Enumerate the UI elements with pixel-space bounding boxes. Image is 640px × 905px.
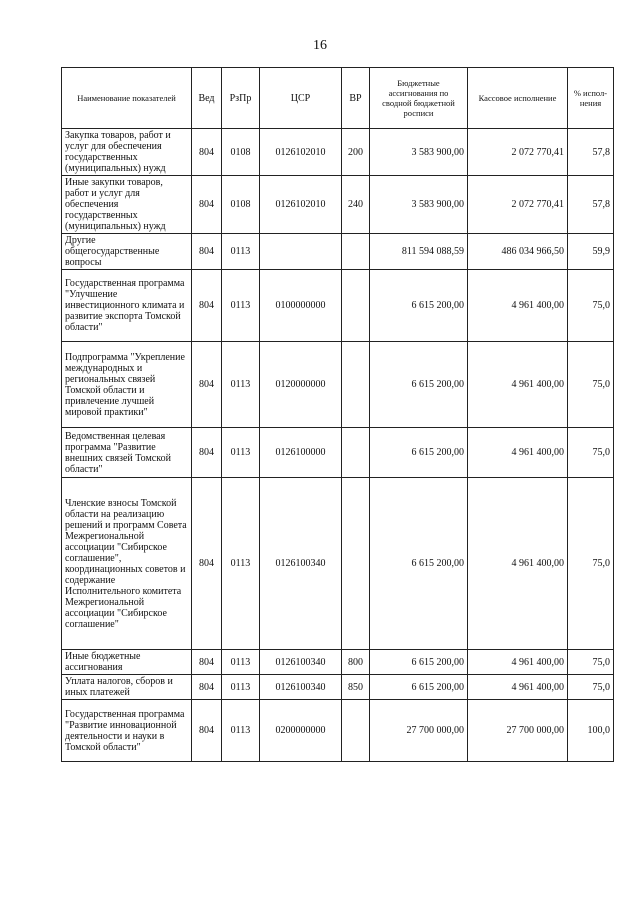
cell-assign: 6 615 200,00 (370, 478, 468, 650)
cell-csr (260, 234, 342, 270)
table-row (62, 270, 614, 342)
table-row (62, 428, 614, 478)
table-row (62, 650, 614, 675)
page-number: 16 (313, 38, 327, 53)
cell-ved: 804 (192, 270, 222, 342)
cell-assign: 6 615 200,00 (370, 428, 468, 478)
cell-assign: 811 594 088,59 (370, 234, 468, 270)
cell-pct: 75,0 (568, 650, 614, 675)
table-row (62, 342, 614, 428)
cell-vr (342, 270, 370, 342)
cell-rzpr: 0113 (222, 478, 260, 650)
cell-csr: 0126100340 (260, 478, 342, 650)
cell-rzpr: 0113 (222, 234, 260, 270)
cell-rzpr: 0108 (222, 129, 260, 176)
cell-pct: 57,8 (568, 176, 614, 234)
header-pct: % испол-нения (568, 68, 614, 129)
cell-pct: 75,0 (568, 428, 614, 478)
cell-pct: 57,8 (568, 129, 614, 176)
cell-rzpr: 0113 (222, 675, 260, 700)
table-row (62, 234, 614, 270)
cell-name: Членские взносы Томской области на реализацию решений и программ Совета Межрегиональной ассоциации "Сибирское соглашение", координационных советов и содержание Исполнительного комитета Межрегиональной ассоциации "Сибирское соглашение" (62, 478, 192, 650)
cell-cash: 27 700 000,00 (468, 700, 568, 762)
cell-ved: 804 (192, 650, 222, 675)
cell-vr (342, 700, 370, 762)
header-rzpr: РзПр (222, 68, 260, 129)
cell-vr (342, 342, 370, 428)
table-row (62, 700, 614, 762)
cell-rzpr: 0113 (222, 428, 260, 478)
cell-rzpr: 0108 (222, 176, 260, 234)
table-row (62, 129, 614, 176)
cell-vr (342, 478, 370, 650)
cell-ved: 804 (192, 428, 222, 478)
cell-cash: 2 072 770,41 (468, 129, 568, 176)
cell-name: Государственная программа "Развитие инновационной деятельности и науки в Томской области" (62, 700, 192, 762)
cell-cash: 4 961 400,00 (468, 650, 568, 675)
cell-cash: 4 961 400,00 (468, 428, 568, 478)
cell-vr (342, 234, 370, 270)
header-csr: ЦСР (260, 68, 342, 129)
cell-ved: 804 (192, 129, 222, 176)
cell-rzpr: 0113 (222, 700, 260, 762)
cell-csr: 0126100000 (260, 428, 342, 478)
cell-ved: 804 (192, 700, 222, 762)
cell-cash: 486 034 966,50 (468, 234, 568, 270)
cell-csr: 0126100340 (260, 650, 342, 675)
cell-ved: 804 (192, 234, 222, 270)
cell-vr: 200 (342, 129, 370, 176)
cell-assign: 27 700 000,00 (370, 700, 468, 762)
header-name: Наименование показателей (62, 68, 192, 129)
cell-pct: 59,9 (568, 234, 614, 270)
cell-csr: 0126100340 (260, 675, 342, 700)
cell-pct: 100,0 (568, 700, 614, 762)
cell-assign: 6 615 200,00 (370, 675, 468, 700)
cell-vr (342, 428, 370, 478)
cell-assign: 6 615 200,00 (370, 650, 468, 675)
cell-name: Ведомственная целевая программа "Развитие внешних связей Томской области" (62, 428, 192, 478)
cell-cash: 4 961 400,00 (468, 478, 568, 650)
cell-vr: 800 (342, 650, 370, 675)
cell-rzpr: 0113 (222, 270, 260, 342)
cell-cash: 4 961 400,00 (468, 270, 568, 342)
table-row (62, 176, 614, 234)
cell-ved: 804 (192, 342, 222, 428)
cell-rzpr: 0113 (222, 650, 260, 675)
table-row (62, 478, 614, 650)
cell-assign: 3 583 900,00 (370, 129, 468, 176)
cell-assign: 6 615 200,00 (370, 342, 468, 428)
header-cash: Кассовое исполнение (468, 68, 568, 129)
cell-csr: 0126102010 (260, 129, 342, 176)
cell-vr: 240 (342, 176, 370, 234)
cell-ved: 804 (192, 176, 222, 234)
cell-assign: 6 615 200,00 (370, 270, 468, 342)
header-assign: Бюджетные ассигнования по сводной бюджетной росписи (370, 68, 468, 129)
budget-execution-table (61, 67, 614, 762)
cell-name: Закупка товаров, работ и услуг для обеспечения государственных (муниципальных) нужд (62, 129, 192, 176)
header-vr: ВР (342, 68, 370, 129)
cell-pct: 75,0 (568, 270, 614, 342)
cell-ved: 804 (192, 478, 222, 650)
cell-name: Иные закупки товаров, работ и услуг для обеспечения государственных (муниципальных) нужд (62, 176, 192, 234)
cell-cash: 4 961 400,00 (468, 342, 568, 428)
cell-cash: 2 072 770,41 (468, 176, 568, 234)
cell-pct: 75,0 (568, 478, 614, 650)
cell-pct: 75,0 (568, 342, 614, 428)
cell-cash: 4 961 400,00 (468, 675, 568, 700)
cell-vr: 850 (342, 675, 370, 700)
cell-csr: 0200000000 (260, 700, 342, 762)
cell-csr: 0100000000 (260, 270, 342, 342)
table-row (62, 675, 614, 700)
cell-assign: 3 583 900,00 (370, 176, 468, 234)
cell-name: Уплата налогов, сборов и иных платежей (62, 675, 192, 700)
header-ved: Вед (192, 68, 222, 129)
table-header-row (62, 68, 614, 129)
cell-name: Иные бюджетные ассигнования (62, 650, 192, 675)
cell-name: Другие общегосударственные вопросы (62, 234, 192, 270)
cell-csr: 0126102010 (260, 176, 342, 234)
cell-csr: 0120000000 (260, 342, 342, 428)
cell-name: Государственная программа "Улучшение инвестиционного климата и развитие экспорта Томской области" (62, 270, 192, 342)
cell-pct: 75,0 (568, 675, 614, 700)
cell-rzpr: 0113 (222, 342, 260, 428)
cell-ved: 804 (192, 675, 222, 700)
cell-name: Подпрограмма "Укрепление международных и региональных связей Томской области и привлечение лучшей мировой практики" (62, 342, 192, 428)
